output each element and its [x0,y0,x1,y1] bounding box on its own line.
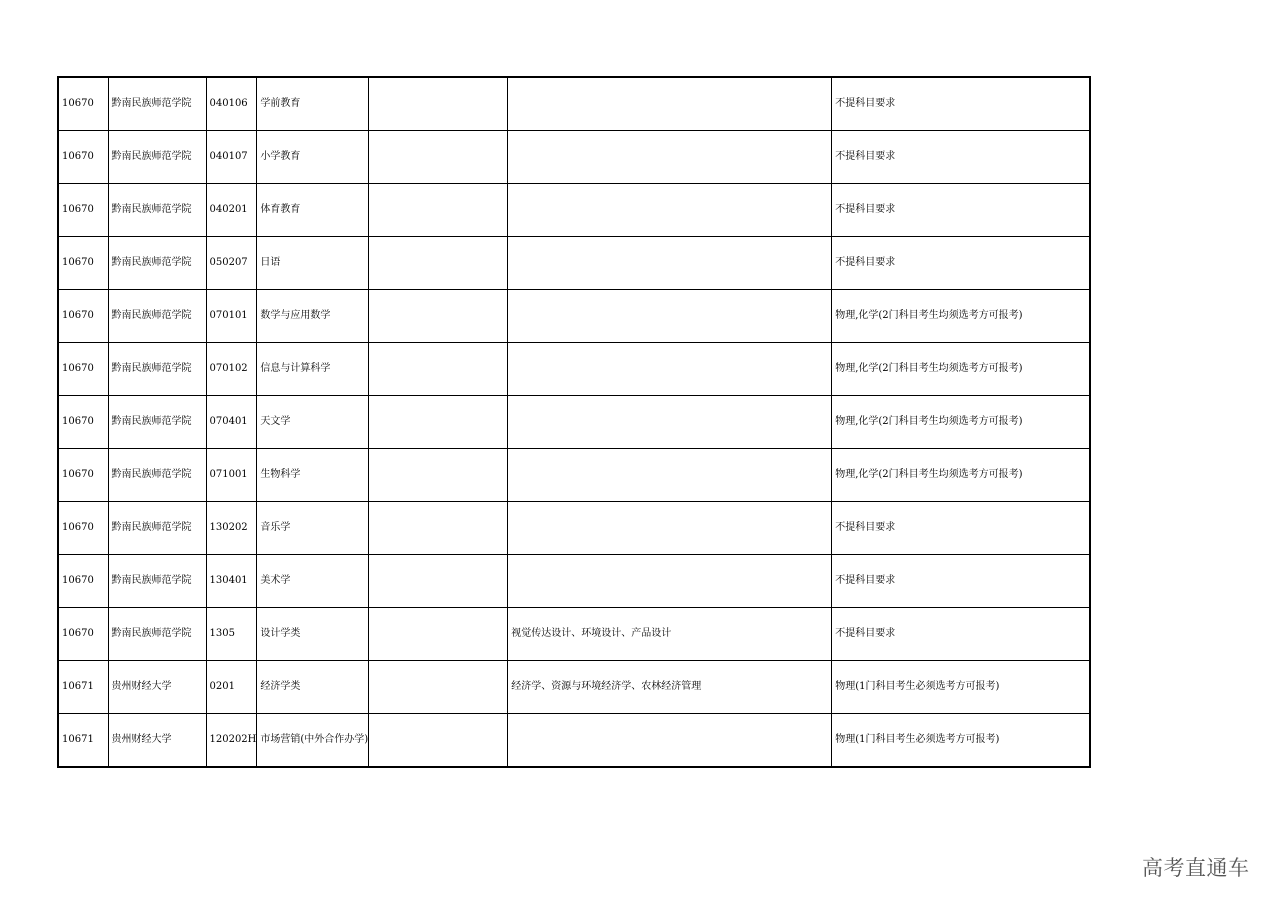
cell-note [369,502,508,555]
cell-major-name: 音乐学 [257,502,369,555]
cell-included-majors [508,714,832,768]
table-row [58,184,1090,237]
cell-note [369,131,508,184]
cell-subject-requirement: 不提科目要求 [832,184,1090,237]
table-body [58,77,1090,767]
cell-major-code: 040107 [206,131,257,184]
cell-note [369,555,508,608]
cell-school-code: 10670 [58,184,108,237]
cell-major-name: 数学与应用数学 [257,290,369,343]
table-row [58,714,1090,768]
cell-included-majors [508,184,832,237]
cell-included-majors: 视觉传达设计、环境设计、产品设计 [508,608,832,661]
cell-subject-requirement: 不提科目要求 [832,502,1090,555]
table-row [58,555,1090,608]
cell-included-majors [508,555,832,608]
cell-major-code: 071001 [206,449,257,502]
cell-school-name: 黔南民族师范学院 [108,131,206,184]
cell-major-code: 070401 [206,396,257,449]
cell-major-code: 040106 [206,77,257,131]
cell-included-majors [508,396,832,449]
cell-note [369,714,508,768]
cell-subject-requirement: 不提科目要求 [832,555,1090,608]
cell-subject-requirement: 物理,化学(2门科目考生均须选考方可报考) [832,449,1090,502]
cell-included-majors: 经济学、资源与环境经济学、农林经济管理 [508,661,832,714]
cell-subject-requirement: 物理(1门科目考生必须选考方可报考) [832,661,1090,714]
cell-school-name: 贵州财经大学 [108,714,206,768]
table-row [58,396,1090,449]
table-row [58,608,1090,661]
cell-school-name: 黔南民族师范学院 [108,290,206,343]
cell-note [369,661,508,714]
cell-school-name: 黔南民族师范学院 [108,77,206,131]
cell-school-name: 贵州财经大学 [108,661,206,714]
cell-school-code: 10670 [58,77,108,131]
cell-school-name: 黔南民族师范学院 [108,396,206,449]
cell-note [369,77,508,131]
cell-school-name: 黔南民族师范学院 [108,184,206,237]
cell-major-name: 学前教育 [257,77,369,131]
table-row [58,77,1090,131]
cell-school-name: 黔南民族师范学院 [108,555,206,608]
cell-school-code: 10670 [58,396,108,449]
cell-major-code: 120202H [206,714,257,768]
cell-school-code: 10670 [58,449,108,502]
cell-school-code: 10671 [58,714,108,768]
cell-major-code: 130202 [206,502,257,555]
cell-school-code: 10670 [58,290,108,343]
cell-major-name: 信息与计算科学 [257,343,369,396]
table-row [58,237,1090,290]
cell-subject-requirement: 不提科目要求 [832,77,1090,131]
cell-major-code: 070101 [206,290,257,343]
table-row [58,502,1090,555]
major-requirements-table [57,76,1091,768]
cell-major-name: 小学教育 [257,131,369,184]
cell-note [369,396,508,449]
cell-subject-requirement: 物理,化学(2门科目考生均须选考方可报考) [832,396,1090,449]
cell-major-name: 体育教育 [257,184,369,237]
cell-major-code: 0201 [206,661,257,714]
cell-major-name: 美术学 [257,555,369,608]
cell-subject-requirement: 物理(1门科目考生必须选考方可报考) [832,714,1090,768]
cell-major-name: 天文学 [257,396,369,449]
cell-note [369,290,508,343]
cell-subject-requirement: 不提科目要求 [832,131,1090,184]
cell-school-code: 10670 [58,608,108,661]
cell-major-code: 1305 [206,608,257,661]
cell-school-name: 黔南民族师范学院 [108,237,206,290]
cell-school-code: 10670 [58,131,108,184]
cell-school-code: 10670 [58,555,108,608]
cell-note [369,608,508,661]
watermark-text: 高考直通车 [1142,856,1250,880]
table-row [58,343,1090,396]
table-row [58,290,1090,343]
cell-note [369,184,508,237]
cell-note [369,237,508,290]
table-row [58,449,1090,502]
cell-included-majors [508,290,832,343]
cell-school-code: 10670 [58,343,108,396]
cell-subject-requirement: 物理,化学(2门科目考生均须选考方可报考) [832,343,1090,396]
cell-school-name: 黔南民族师范学院 [108,502,206,555]
cell-subject-requirement: 物理,化学(2门科目考生均须选考方可报考) [832,290,1090,343]
cell-subject-requirement: 不提科目要求 [832,608,1090,661]
table-row [58,131,1090,184]
cell-major-name: 市场营销(中外合作办学) [257,714,369,768]
cell-included-majors [508,449,832,502]
cell-included-majors [508,237,832,290]
cell-school-code: 10670 [58,237,108,290]
cell-school-name: 黔南民族师范学院 [108,608,206,661]
cell-note [369,343,508,396]
cell-major-code: 040201 [206,184,257,237]
cell-school-code: 10670 [58,502,108,555]
cell-major-name: 日语 [257,237,369,290]
cell-note [369,449,508,502]
cell-included-majors [508,131,832,184]
cell-school-code: 10671 [58,661,108,714]
cell-major-code: 050207 [206,237,257,290]
cell-major-code: 070102 [206,343,257,396]
cell-subject-requirement: 不提科目要求 [832,237,1090,290]
cell-major-code: 130401 [206,555,257,608]
cell-major-name: 生物科学 [257,449,369,502]
cell-major-name: 经济学类 [257,661,369,714]
cell-included-majors [508,502,832,555]
cell-major-name: 设计学类 [257,608,369,661]
cell-included-majors [508,343,832,396]
table-row [58,661,1090,714]
cell-included-majors [508,77,832,131]
cell-school-name: 黔南民族师范学院 [108,449,206,502]
cell-school-name: 黔南民族师范学院 [108,343,206,396]
